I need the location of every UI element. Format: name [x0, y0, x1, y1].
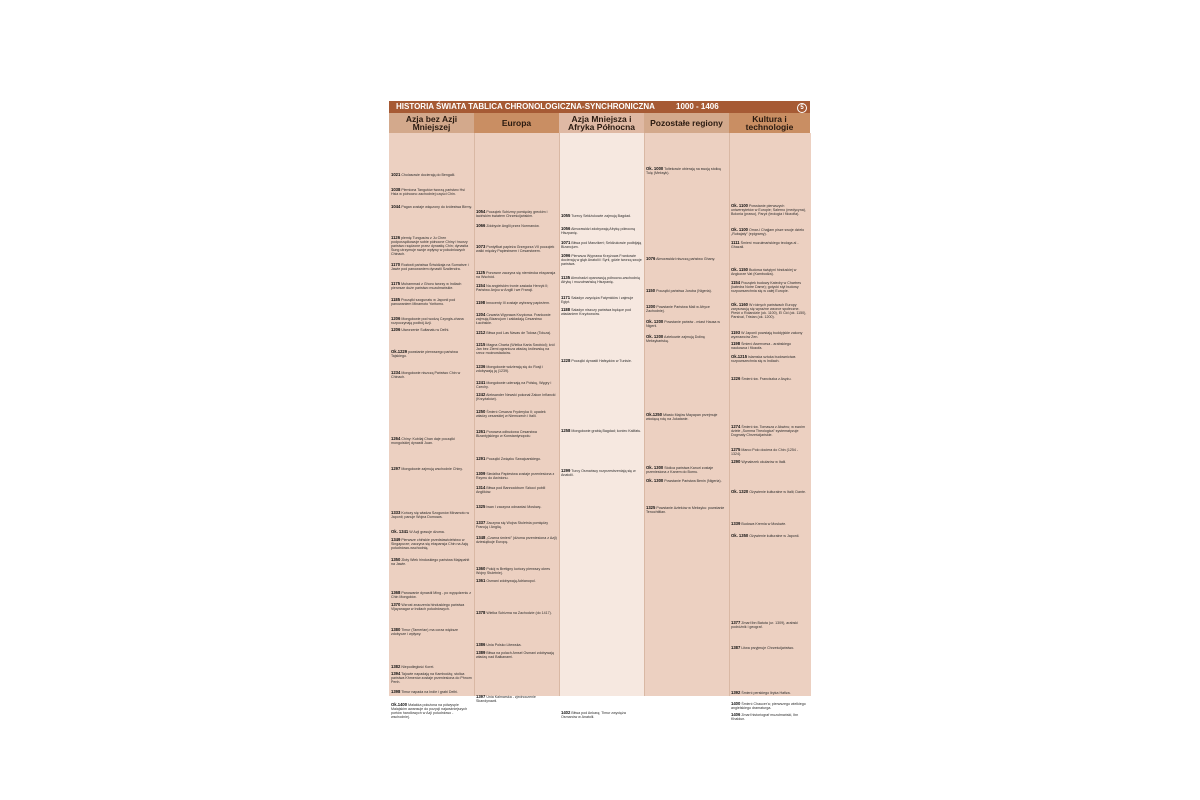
entry-year: 1215: [476, 342, 486, 347]
entry-text: Turecy Seldżukowie zajmują Bagdad.: [571, 214, 632, 218]
entry-text: Iwan I zaczyna odnawiać Moskwę.: [486, 505, 542, 509]
entry-year: 1377: [731, 620, 741, 625]
entry-year: 1071: [561, 240, 571, 245]
column-header: Azja Mniejsza i Afryka Północna: [559, 113, 644, 133]
entry-year: Ok. 1150: [731, 267, 748, 272]
timeline-entry: [731, 331, 808, 339]
page-number-badge: 5: [797, 103, 807, 113]
timeline-entry: [391, 205, 472, 209]
timeline-entry: [476, 695, 557, 703]
entry-year: 1389: [476, 650, 486, 655]
timeline-entry: [391, 591, 472, 599]
timeline-entry: [731, 522, 808, 526]
timeline-entry: [391, 236, 472, 256]
timeline-entry: [476, 536, 557, 544]
entry-text: Bitwa pod Las Navas de Tolosa (Toluza).: [486, 331, 552, 335]
timeline-entry: [646, 320, 727, 328]
timeline-entry: [391, 263, 472, 271]
timeline-entry: [391, 173, 472, 177]
column-body: [389, 133, 474, 696]
entry-text: Śmierć św. Franciszka z Asyżu.: [741, 377, 792, 381]
timeline-entry: [646, 167, 727, 175]
entry-text: Timur napada na Indie i grabi Delhi.: [401, 690, 459, 694]
timeline-entry: [731, 281, 808, 293]
entry-year: Ok.1250: [646, 412, 663, 417]
timeline-entry: [476, 271, 557, 279]
timeline-entry: [561, 276, 642, 284]
entry-year: 1066: [476, 223, 486, 228]
entry-year: Ok. 1100: [731, 227, 748, 232]
entry-year: 1349: [391, 537, 401, 542]
entry-text: Pierwsze chińskie przedstawicielstwo w Singapurze; zaczyna się ekspansja Chin na Azję południowo-wschodnią.: [391, 538, 469, 550]
entry-text: Mongołowie niszczą Państwo Chin w Chinach.: [391, 371, 461, 379]
entry-year: 1337: [476, 520, 486, 525]
entry-text: Mongołowie grabią Bagdad; koniec Kalifatu.: [571, 429, 642, 433]
entry-year: 1398: [391, 689, 401, 694]
timeline-entry: [476, 567, 557, 575]
entry-text: Zdobycie Anglii przez Normanów.: [486, 224, 540, 228]
entry-year: 1297: [391, 466, 401, 471]
entry-year: 1204: [476, 312, 486, 317]
entry-text: Wielka Schizma na Zachodzie (do 1417).: [486, 611, 552, 615]
entry-year: 1378: [476, 610, 486, 615]
column-header: Europa: [474, 113, 559, 133]
timeline-entry: [391, 690, 472, 694]
timeline-entry: [476, 301, 557, 305]
timeline-entry: [731, 490, 808, 494]
entry-text: W Japonii powstają buddyjskie zakony wyznawców Zen.: [731, 331, 803, 339]
entry-text: Bitwa pod Bannockburn Szkoci pobili Anglików.: [476, 486, 546, 494]
entry-year: 1250: [476, 409, 486, 414]
timeline-entry: [391, 538, 472, 550]
entry-year: 1309: [476, 471, 486, 476]
entry-text: Plemiona Tangutów tworzą państwo Hsi Hsia w północno zachodniej części Chin.: [391, 188, 465, 196]
timeline-entry: [476, 365, 557, 373]
timeline-entry: [476, 643, 557, 647]
entry-text: Saladyn zwycięża Fatymidów i zajmuje Egipt.: [561, 296, 634, 304]
entry-text: Bitwa na polach Amsel Osmani zdobywają władzę nad Bałkanami.: [476, 651, 554, 659]
timeline-entry: [391, 298, 472, 306]
entry-year: 1314: [476, 485, 486, 490]
timeline-entry: [391, 371, 472, 379]
entry-text: Śmierć św. Tomasza z Akwinu; w swoim dziele „Summa Theologica” systematyzuje Dogmaty Chrześcijańskie.: [731, 425, 805, 437]
timeline-entry: [391, 437, 472, 445]
entry-text: Pokój w Bretigny kończy pierwszy okres Wojny Stuletniej.: [476, 567, 551, 575]
entry-year: 1175: [391, 281, 401, 286]
entry-year: 1382: [391, 664, 401, 669]
entry-year: 1206: [391, 327, 401, 332]
entry-text: W Azji grasuje dżuma.: [409, 530, 445, 534]
entry-year: 1333: [391, 510, 401, 515]
entry-text: Śmierć Awerroesa - arabskiego naukowca i filozofa.: [731, 342, 791, 350]
entry-year: Ok.1215: [731, 354, 748, 359]
entry-text: Powstanie Państwa Mali w Afryce Zachodniej.: [646, 305, 710, 313]
timeline-entry: [391, 665, 472, 669]
timeline-entry: [476, 486, 557, 494]
entry-text: Unia Kalmarska - zjednoczenie Skandynawii.: [476, 695, 536, 703]
entry-text: Śmierć perskiego liryka Hafiza.: [741, 691, 791, 695]
entry-year: 1076: [646, 256, 656, 261]
timeline-entry: [731, 691, 808, 695]
entry-year: 1392: [731, 690, 741, 695]
timeline-entry: [476, 472, 557, 480]
entry-year: 1228: [561, 358, 571, 363]
timeline-entry: [561, 429, 642, 433]
timeline-entry: [391, 317, 472, 325]
entry-text: Mongołowie uderzają na Polskę, Węgry i Czechy.: [476, 381, 552, 389]
entry-year: Ok. 1000: [646, 166, 664, 171]
timeline-entry: [731, 460, 808, 464]
entry-year: 1198: [476, 300, 486, 305]
timeline-entry: [731, 713, 808, 721]
entry-year: 1170: [391, 262, 401, 267]
entry-text: Almorawidzi niszczą państwo Ghany.: [656, 257, 716, 261]
entry-text: Czwarta Wyprawa Krzyżowa. Frankowie zajmują Bizancjum i zakładają Cesarstwo Łacińskie.: [476, 313, 551, 325]
entry-text: Bitwa pod Ankarą; Timur zwycięża Osmanów w Anatolii.: [561, 711, 626, 719]
column-header: Azja bez Azji Mniejszej: [389, 113, 474, 133]
entry-text: Bitwa pod Manzikert; Seldżukowie podbijają Bizancjum.: [561, 241, 642, 249]
entry-year: 1325: [646, 505, 656, 510]
timeline-entry: [646, 466, 727, 474]
timeline-entry: [646, 413, 727, 421]
entry-year: Ok. 1320: [731, 489, 749, 494]
entry-text: Początek budowy Katedry w Chartres (katedra Notre Dame); gotycki styl budowy rozpowszechnia się w całej Europie.: [731, 281, 802, 293]
chart-title: HISTORIA ŚWIATA TABLICA CHRONOLOGICZNA-SYNCHRONICZNA: [396, 102, 655, 111]
entry-year: 1274: [731, 424, 741, 429]
timeline-entry: [476, 245, 557, 253]
entry-year: 1056: [561, 226, 571, 231]
entry-text: Cholasowie docierają do Bengalii.: [401, 173, 456, 177]
timeline-entry: [561, 227, 642, 235]
entry-year: 1073: [476, 244, 486, 249]
entry-year: 1125: [476, 270, 486, 275]
entry-text: Początki dynastii Hafsydów w Tunisie.: [571, 359, 632, 363]
entry-year: 1154: [731, 280, 741, 285]
timeline-entry: [476, 224, 557, 228]
entry-text: Islamska sztuka budownictwa rozpowszechnia się w Indiach.: [731, 355, 796, 363]
entry-text: Ożywienie kulturalne w Italii; Dante.: [749, 490, 806, 494]
entry-text: Magna Charta (Wielka Karta Swobód); król Jan bez Ziemi ogranicza władzę królewską na rzecz możnowładców.: [476, 343, 555, 355]
timeline-entry: [731, 377, 808, 381]
entry-text: Mongołowie zajmują wschodnie Chiny.: [401, 467, 463, 471]
timeline-entry: [561, 711, 642, 719]
entry-year: 1038: [391, 187, 401, 192]
entry-text: powstanie pierwszego państwa Tajskiego.: [391, 350, 458, 358]
entry-year: 1212: [476, 330, 486, 335]
entry-text: Marco Polo dociera do Chin (1254 - 1324).: [731, 448, 799, 456]
timeline-entry: [561, 254, 642, 266]
entry-text: Ożywienie kulturalne w Japonii.: [749, 534, 800, 538]
entry-text: Wynalezek okularów w Italii.: [741, 460, 787, 464]
entry-text: Osmani zdobywają Adrianopol.: [486, 579, 536, 583]
entry-text: Stolica państwa Kanuri zostaje przeniesiona z Kanem do Bornu.: [646, 466, 714, 474]
timeline-entry: [391, 628, 472, 636]
entry-year: 1368: [391, 590, 401, 595]
timeline-entry: [476, 651, 557, 659]
entry-text: „Czarna śmierć” (dżuma przeniesiona z Azji) dziesiątkuje Europę.: [476, 536, 557, 544]
entry-text: Powstanie państw - miast Hausa w Nigerii.: [646, 320, 720, 328]
entry-year: 1350: [391, 557, 401, 562]
timeline-entry: [561, 214, 642, 218]
entry-text: Siedziba Papiestwa zostaje przeniesiona z Rzymu do Awinionu.: [476, 472, 555, 480]
entry-year: 1406: [731, 712, 741, 717]
timeline-entry: [646, 335, 727, 343]
timeline-entry: [391, 282, 472, 290]
entry-year: 1291: [476, 456, 486, 461]
entry-year: 1360: [476, 566, 486, 571]
entry-year: 1275: [731, 447, 741, 452]
timeline-entry: [391, 328, 472, 332]
timeline-entry: [646, 289, 727, 293]
entry-year: 1096: [561, 253, 571, 258]
entry-text: Almohadzi opanowują północno-wschodnią Afrykę i muzułmańską Hiszpanię.: [561, 276, 640, 284]
entry-year: 1021: [391, 172, 401, 177]
entry-text: Saladyn niszczy państwa będące pod władaniem Krzyżowców.: [561, 308, 632, 316]
entry-year: Ok. 1200: [646, 319, 664, 324]
entry-text: Złoty Wiek hinduskiego państwa Majapahit na Jawie.: [391, 558, 470, 566]
entry-text: Almorawidzi zdobywają Afrykę północną Hiszpanię.: [561, 227, 636, 235]
entry-year: 1387: [731, 645, 741, 650]
entry-year: 1185: [391, 297, 401, 302]
timeline-entry: [476, 393, 557, 401]
entry-year: 1339: [731, 521, 741, 526]
timeline-entry: [476, 331, 557, 335]
entry-year: Ok. 1300: [646, 465, 664, 470]
entry-text: Na angielskim tronie zasiada Henryk II; Państwo Anjou w Anglii i we Francji.: [476, 284, 549, 292]
timeline-entry: [476, 313, 557, 325]
timeline-entry: [391, 350, 472, 358]
timeline-entry: [476, 410, 557, 418]
entry-text: Początki Związku Szwajcarskiego.: [486, 457, 542, 461]
timeline-entry: [476, 521, 557, 529]
entry-year: Ok.1400: [391, 702, 408, 707]
entry-year: 1234: [391, 370, 401, 375]
entry-text: Początki szogunatu w Japonii pod panowaniem Minamoto Yoritomo.: [391, 298, 456, 306]
entry-text: Śmierć Cesarza Fryderyka II; upadek władzy cesarskiej w Niemczech i Italii.: [476, 410, 546, 418]
timeline-entry: [476, 457, 557, 461]
entry-text: Śmierć muzułmańskiego teologa al - Ghazali.: [731, 241, 799, 249]
timeline-entry: [731, 621, 808, 629]
entry-text: Ponowna odbudowa Cesarstwa Bizantyjskiego w Konstantynopolu: [476, 430, 537, 438]
timeline-entry: [391, 603, 472, 611]
entry-year: 1171: [561, 295, 571, 300]
entry-text: Ponowne zaczyna się niemiecka ekspansja na Wschód.: [476, 271, 556, 279]
chronological-chart: [389, 101, 810, 721]
timeline-entry: [731, 303, 808, 319]
timeline-entry: [476, 210, 557, 218]
entry-year: 1361: [476, 578, 486, 583]
entry-text: Aztekowie zajmują Dolinę Meksykańską.: [646, 335, 705, 343]
entry-text: Zmarł historiograf muzułmański, Ibn Khaldun.: [731, 713, 799, 721]
entry-text: Omar-i Chajjam pisze swoje dzieło „Rubajaty” (epigramy).: [731, 228, 805, 236]
entry-year: 1380: [391, 627, 401, 632]
entry-text: Zaczyna się Wojna Stuletnia pomiędzy Francją i Anglią.: [476, 521, 548, 529]
timeline-entry: [731, 355, 808, 363]
timeline-entry: [391, 672, 472, 684]
timeline-entry: [731, 241, 808, 249]
timeline-entry: [561, 241, 642, 249]
timeline-entry: [476, 611, 557, 615]
entry-year: Ok. 1350: [731, 533, 749, 538]
entry-text: Mongołowie pod wodzą Czyngis-chana rozpoczynają podbój Azji.: [391, 317, 464, 325]
entry-year: 1261: [476, 429, 486, 434]
entry-text: Unia Polsko Litewska.: [486, 643, 522, 647]
chart-header: [389, 101, 810, 113]
entry-year: Ok. 1200: [646, 334, 664, 339]
entry-text: Panowanie dynastii Ming - po wypędzeniu z Chin Mongołów.: [391, 591, 472, 599]
entry-year: 1264: [391, 436, 401, 441]
timeline-entry: [391, 703, 472, 719]
entry-text: Pontyfikat papieża Grzegorza VII początek walki między Papiestwem i Cesarstwem.: [476, 245, 555, 253]
entry-year: 1258: [561, 428, 571, 433]
column-header: Kultura i technologie: [729, 113, 810, 133]
entry-text: plemię Tungusów z Ju Chen podporządkowuje sobie północne Chiny i tworzy państwo rządzone przez dynastię Chin; dynastia Sung utrzymuje swoje wpływy w południowych Chinach.: [391, 236, 469, 256]
entry-year: 1200: [646, 304, 656, 309]
entry-text: Zmarł Ibn Batuta (ur. 1309), arabski podróżnik i geograf.: [731, 621, 798, 629]
entry-year: Ok. 1341: [391, 529, 409, 534]
entry-year: 1154: [476, 283, 486, 288]
entry-text: Miasto Majów Mayapan przejmuje wiodącą rolę na Jukatanie.: [646, 413, 718, 421]
entry-text: Powstanie pierwszych uniwersytetów w Europie; Salerno (medycyna), Bolonia (prawo), Paryż (teologia i filozofia).: [731, 204, 806, 216]
entry-text: Pagan zostaje włączony do królestwa Birmy.: [401, 205, 472, 209]
entry-year: 1241: [476, 380, 486, 385]
entry-text: Tajowie napadają na Kambodżę; stolica państwa Khmerów zostaje przeniesiona do Phnom Penh.: [391, 672, 472, 684]
entry-text: Chiny: Kubilaj Chan daje początki mongolskiej dynastii Juan.: [391, 437, 455, 445]
entry-year: 1400: [731, 701, 741, 706]
entry-year: Ok. 1300: [646, 478, 664, 483]
timeline-entry: [476, 284, 557, 292]
timeline-entry: [391, 530, 472, 534]
entry-year: 1394: [391, 671, 401, 676]
timeline-entry: [476, 343, 557, 355]
entry-year: 1126: [391, 235, 401, 240]
timeline-entry: [391, 558, 472, 566]
entry-text: Wzrost znaczenia hinduskiego państwa Vijayanagar w Indiach południowych.: [391, 603, 465, 611]
entry-year: 1348: [476, 535, 486, 540]
entry-year: 1242: [476, 392, 486, 397]
chart-years: 1000 - 1406: [676, 102, 719, 111]
entry-text: Śmierć Chaucer'a; pierwszego wielkiego angielskiego dramaturga.: [731, 702, 806, 710]
entry-text: Początki państwa Joruba (Nigeria).: [656, 289, 712, 293]
entry-year: 1290: [731, 459, 741, 464]
timeline-entry: [731, 425, 808, 437]
timeline-entry: [731, 448, 808, 456]
entry-year: 1135: [561, 275, 571, 280]
entry-year: 1198: [731, 341, 741, 346]
entry-text: Mongołowie wdzierają się do Rosji i zdobywają ją (1239).: [476, 365, 544, 373]
entry-text: Początek Schizmy pomiędzy greckim i łacińskim światem Chrześcijańskim.: [476, 210, 548, 218]
entry-text: Malakka położona na półwyspie Malajskim awansuje do pozycji najważniejszych portów handlowych w Azji południowo - wschodniej.: [391, 703, 468, 719]
entry-year: Ok. 1100: [731, 203, 748, 208]
entry-year: Ok.1229: [391, 349, 408, 354]
timeline-entry: [731, 342, 808, 350]
timeline-entry: [731, 702, 808, 710]
entry-text: Niepodległość Korei.: [401, 665, 435, 669]
timeline-entry: [476, 579, 557, 583]
entry-text: Toltekowie obierają na swoją stolicę Tulę (Meksyk).: [646, 167, 722, 175]
timeline-entry: [391, 188, 472, 196]
entry-year: 1206: [391, 316, 401, 321]
column-header: Pozostałe regiony: [644, 113, 729, 133]
entry-year: 1402: [561, 710, 571, 715]
entry-year: 1054: [476, 209, 486, 214]
entry-text: Budowa świątyni hinduskiej w Angkorze Vat (Kambodża).: [731, 268, 797, 276]
entry-text: W różnych państwach Europy zarysowują się wyraźne wzorce społeczne. Pieśń o Rolandzie (ok. 1100), El Cid (ok. 1150), Parsival, Tristan (ok. 1200).: [731, 303, 807, 319]
timeline-entry: [561, 469, 642, 477]
timeline-entry: [476, 505, 557, 509]
timeline-entry: [476, 430, 557, 438]
entry-text: Innocenty III zostaje wybrany papieżem.: [486, 301, 551, 305]
entry-text: Powstanie Państwa Benin (Nigeria).: [664, 479, 722, 483]
timeline-entry: [391, 467, 472, 471]
entry-year: 1370: [391, 602, 401, 607]
timeline-entry: [731, 204, 808, 216]
entry-text: Litwa przyjmuje Chrześcijaństwo.: [741, 646, 795, 650]
timeline-entry: [391, 511, 472, 519]
entry-text: Powstanie Azteków w Meksyku: powstanie Tenochtitlan.: [646, 506, 725, 514]
entry-year: 1386: [476, 642, 486, 647]
timeline-entry: [731, 228, 808, 236]
timeline-entry: [561, 296, 642, 304]
entry-year: 1150: [646, 288, 656, 293]
timeline-entry: [731, 534, 808, 538]
timeline-entry: [731, 646, 808, 650]
entry-year: 1397: [476, 694, 486, 699]
entry-year: 1193: [731, 330, 741, 335]
timeline-entry: [646, 506, 727, 514]
entry-year: 1055: [561, 213, 571, 218]
entry-year: 1236: [476, 364, 486, 369]
entry-text: Kończy się władza Szogunów Minamoto w Japonii; panuje Wojna Domowa.: [391, 511, 470, 519]
entry-year: Ok. 1160: [731, 302, 748, 307]
entry-year: 1044: [391, 204, 401, 209]
entry-year: 1226: [731, 376, 741, 381]
entry-text: Utworzenie Sułtanatu w Delhi.: [401, 328, 450, 332]
column-body: [729, 133, 811, 696]
entry-text: Turcy Osmańscy rozprzestrzeniają się w Anatolii.: [561, 469, 636, 477]
timeline-entry: [731, 268, 808, 276]
entry-text: Muhammad z Ghoru tworzy w Indiach pierwsze duże państwo muzułmańskie.: [391, 282, 462, 290]
entry-text: Aleksander Newski pokonał Zakon Inflancki (Krzyżaków).: [476, 393, 556, 401]
timeline-entry: [561, 308, 642, 316]
entry-text: Pierwsza Wyprawa Krzyżowa Frankowie docierają w głąb Anatolii i Syrii, gdzie tworzą swoje państwa.: [561, 254, 642, 266]
entry-year: 1299: [561, 468, 571, 473]
entry-year: 1325: [476, 504, 486, 509]
entry-text: Budowa Kremla w Moskwie.: [741, 522, 787, 526]
entry-year: 1188: [561, 307, 571, 312]
entry-year: 1111: [731, 240, 740, 245]
timeline-entry: [646, 305, 727, 313]
timeline-entry: [476, 381, 557, 389]
timeline-entry: [646, 257, 727, 261]
timeline-entry: [646, 479, 727, 483]
entry-text: Rozkwit państwa Śriwidżaja na Sumatrze i Jawie pod panowaniem dynastii Szailendra.: [391, 263, 469, 271]
timeline-entry: [561, 359, 642, 363]
entry-text: Timur (Tamerlan) ma coraz większe zdobycze i wpływy.: [391, 628, 459, 636]
